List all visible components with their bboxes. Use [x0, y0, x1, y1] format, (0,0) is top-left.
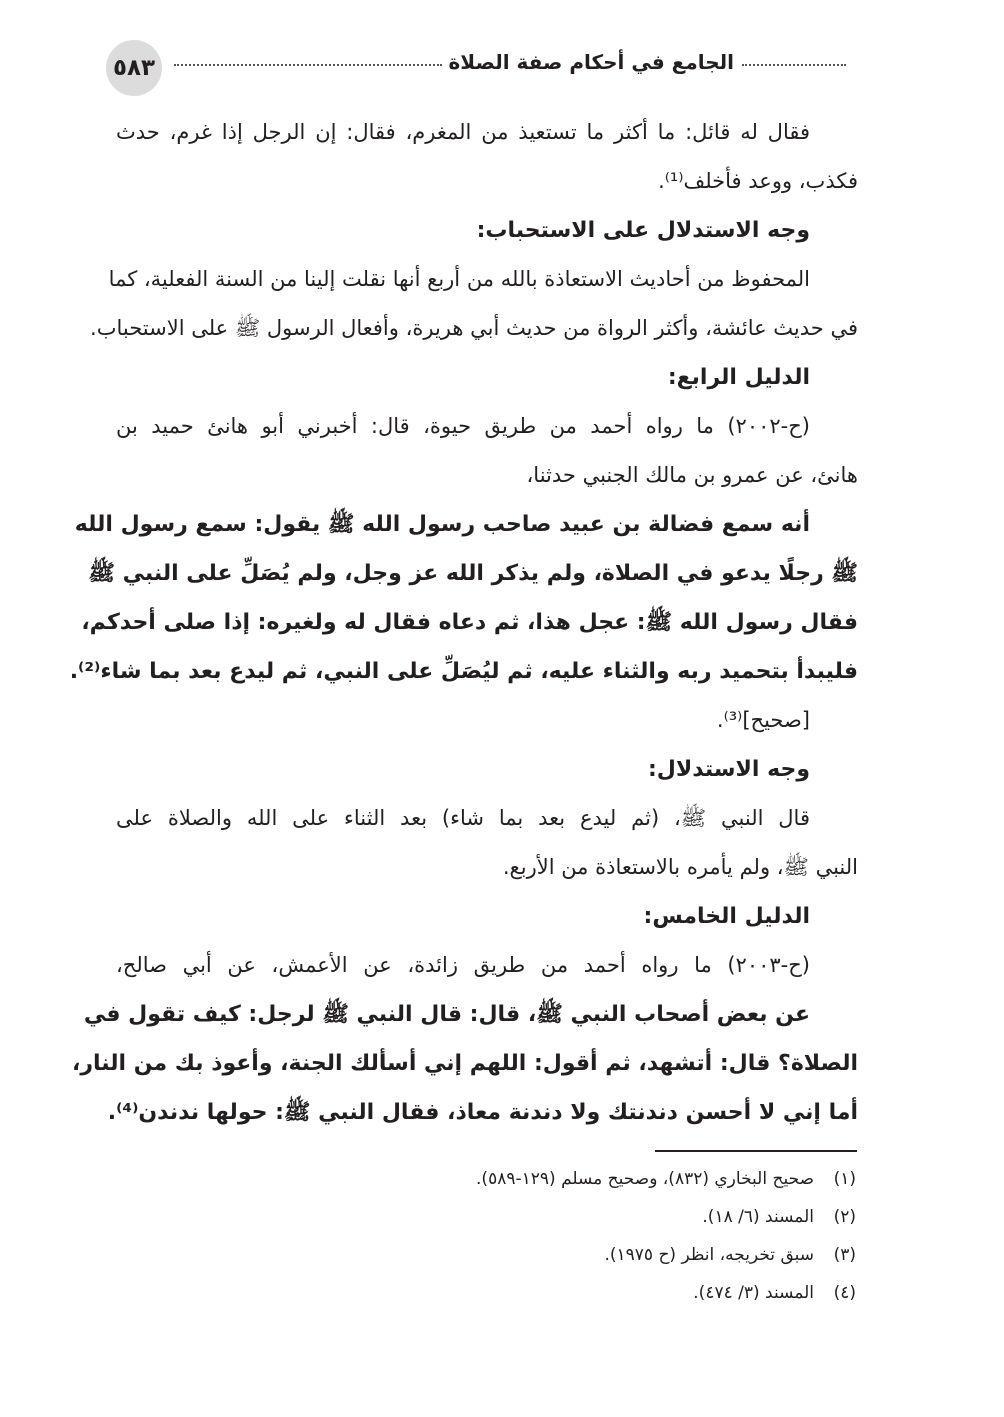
footnote-item: [300, 1160, 856, 1198]
footnotes: [300, 1160, 856, 1312]
header-dotted-rule-left: [174, 64, 442, 66]
text-line: فقال له قائل: ما أكثر ما تستعيذ من المغرم، فقال: إن الرجل إذا غرم، حدث: [116, 120, 810, 144]
section-heading: وجه الاستدلال على الاستحباب:: [476, 218, 810, 243]
footnote-text: سبق تخريجه، انظر (ح ١٩٧٥).: [604, 1245, 814, 1265]
text-line: (ح-٢٠٠٢) ما رواه أحمد من طريق حيوة، قال: أخبرني أبو هانئ حميد بن: [116, 414, 810, 438]
footnote-text: المسند (٣/ ٤٧٤).: [693, 1283, 814, 1303]
footnote-item: [300, 1198, 856, 1236]
text-line: [صحيح]⁽³⁾.: [716, 708, 810, 732]
text-line: في حديث عائشة، وأكثر الرواة من حديث أبي هريرة، وأفعال الرسول ﷺ على الاستحباب.: [90, 316, 858, 340]
text-line: فليبدأ بتحميد ربه والثناء عليه، ثم ليُصَلِّ على النبي، ثم ليدع بعد بما شاء⁽²⁾.: [69, 659, 858, 684]
footnote-number: (٢): [833, 1207, 856, 1227]
section-heading: وجه الاستدلال:: [647, 757, 810, 782]
text-line: قال النبي ﷺ، (ثم ليدع بعد بما شاء) بعد الثناء على الله والصلاة على: [116, 806, 810, 830]
footnote-item: [300, 1236, 856, 1274]
footnote-text: المسند (٦/ ١٨).: [702, 1207, 814, 1227]
footnote-number: (٣): [833, 1245, 856, 1265]
page-number: ٥٨٣: [112, 55, 156, 81]
section-heading: الدليل الرابع:: [667, 365, 810, 390]
text-line: الصلاة؟ قال: أتشهد، ثم أقول: اللهم إني أسألك الجنة، وأعوذ بك من النار،: [71, 1051, 858, 1076]
text-line: أنه سمع فضالة بن عبيد صاحب رسول الله ﷺ يقول: سمع رسول الله: [74, 512, 810, 537]
text-line: أما إني لا أحسن دندنتك ولا دندنة معاذ، فقال النبي ﷺ: حولها ندندن⁽⁴⁾.: [107, 1100, 858, 1125]
main-text: [69, 108, 858, 1137]
text-line: النبي ﷺ، ولم يأمره بالاستعاذة من الأربع.: [502, 855, 858, 879]
page-number-badge: [106, 40, 162, 96]
text-line: فقال رسول الله ﷺ: عجل هذا، ثم دعاه فقال له ولغيره: إذا صلى أحدكم،: [81, 610, 858, 635]
footnote-number: (١): [833, 1169, 856, 1189]
text-line: ﷺ رجلًا يدعو في الصلاة، ولم يذكر الله عز وجل، ولم يُصَلِّ على النبي ﷺ: [88, 561, 858, 586]
running-title: الجامع في أحكام صفة الصلاة: [448, 50, 734, 74]
footnote-separator: [655, 1150, 857, 1152]
page-header: [106, 40, 846, 100]
text-line: هانئ، عن عمرو بن مالك الجنبي حدثنا،: [526, 463, 858, 487]
header-dotted-rule-right: [742, 64, 846, 66]
footnote-text: صحيح البخاري (٨٣٢)، وصحيح مسلم (١٢٩-٥٨٩).: [476, 1169, 814, 1189]
text-line: فكذب، ووعد فأخلف⁽¹⁾.: [658, 169, 858, 193]
footnote-item: [300, 1274, 856, 1312]
footnote-number: (٤): [833, 1283, 856, 1303]
text-line: المحفوظ من أحاديث الاستعاذة بالله من أربع أنها نقلت إلينا من السنة الفعلية، كما: [108, 267, 810, 291]
text-line: عن بعض أصحاب النبي ﷺ، قال: قال النبي ﷺ لرجل: كيف تقول في: [83, 1002, 810, 1027]
section-heading: الدليل الخامس:: [643, 904, 810, 929]
text-line: (ح-٢٠٠٣) ما رواه أحمد من طريق زائدة، عن الأعمش، عن أبي صالح،: [116, 953, 810, 977]
